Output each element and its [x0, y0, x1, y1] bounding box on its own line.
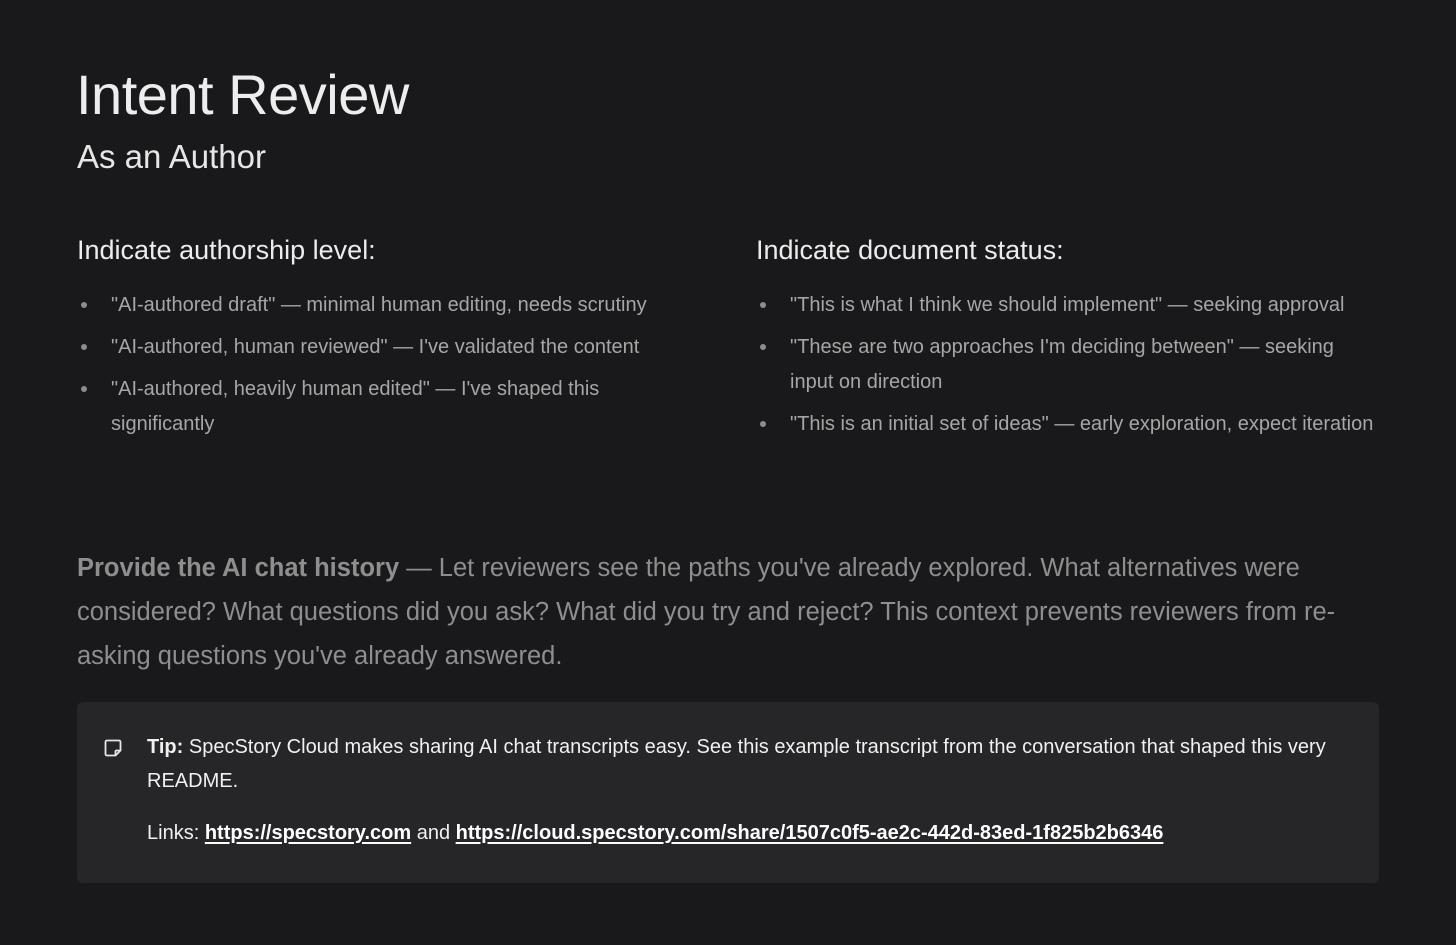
tip-label: Tip:	[147, 736, 184, 758]
bullet-icon	[760, 344, 766, 350]
authorship-section	[77, 230, 707, 449]
links-prefix: Links:	[147, 822, 205, 844]
authorship-heading: Indicate authorship level:	[77, 235, 376, 265]
note-icon	[103, 738, 123, 758]
authorship-list	[77, 288, 707, 442]
list-item	[756, 407, 1376, 442]
chat-history-body: — Let reviewers see the paths you've already explored. What alternatives were considered? What questions did you ask? What did you try and reject? This context prevents reviewers from re-asking questions you've already answered.	[77, 554, 1336, 670]
tip-text	[147, 730, 1349, 798]
chat-history-lead: Provide the AI chat history	[77, 554, 400, 582]
links-joiner: and	[411, 822, 456, 844]
list-item	[77, 372, 707, 442]
bullet-icon	[81, 344, 87, 350]
list-item-text: "These are two approaches I'm deciding between" — seeking input on direction	[790, 336, 1334, 393]
list-item	[756, 330, 1376, 400]
list-item	[77, 330, 707, 365]
bullet-icon	[760, 421, 766, 427]
chat-history-paragraph	[77, 546, 1377, 678]
page-subtitle: As an Author	[77, 138, 266, 175]
status-heading: Indicate document status:	[756, 235, 1064, 265]
page-title: Intent Review	[76, 63, 409, 126]
bullet-icon	[81, 302, 87, 308]
bullet-icon	[81, 386, 87, 392]
tip-body: SpecStory Cloud makes sharing AI chat transcripts easy. See this example transcript from the conversation that shaped this very README.	[147, 736, 1326, 792]
list-item-text: "AI-authored, heavily human edited" — I've shaped this significantly	[111, 378, 600, 435]
tip-callout	[77, 702, 1379, 883]
bullet-icon	[760, 302, 766, 308]
transcript-link[interactable]: https://cloud.specstory.com/share/1507c0f5-ae2c-442d-83ed-1f825b2b6346	[455, 822, 1164, 844]
specstory-link[interactable]: https://specstory.com	[204, 822, 412, 844]
links-line	[147, 816, 1349, 850]
status-list	[756, 288, 1376, 442]
status-section	[756, 230, 1376, 449]
list-item-text: "AI-authored, human reviewed" — I've validated the content	[111, 336, 640, 358]
list-item-text: "This is what I think we should implement" — seeking approval	[790, 294, 1345, 316]
list-item-text: "This is an initial set of ideas" — early exploration, expect iteration	[790, 413, 1374, 435]
list-item-text: "AI-authored draft" — minimal human editing, needs scrutiny	[111, 294, 647, 316]
list-item	[77, 288, 707, 323]
list-item	[756, 288, 1376, 323]
